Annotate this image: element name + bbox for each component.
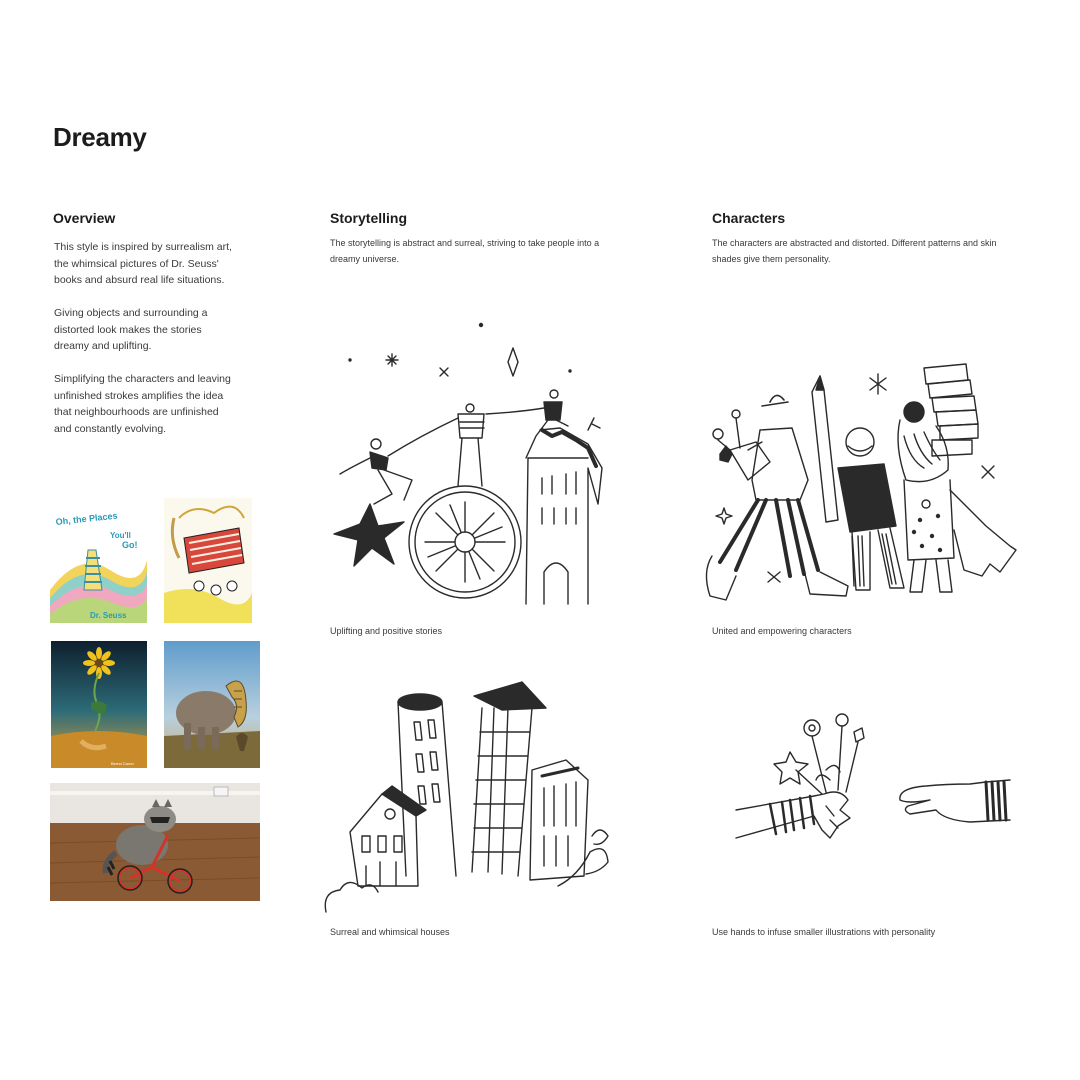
storytelling-heading: Storytelling [330, 210, 408, 226]
seuss-book-cover-image [50, 510, 147, 623]
overview-paragraph-3: Simplifying the characters and leaving unfinished strokes amplifies the idea that neighbourhoods are unfinished and constantly evolving. [54, 373, 231, 435]
characters-heading: Characters [712, 210, 786, 226]
hands-illustration [730, 710, 1015, 850]
storytelling-description: The storytelling is abstract and surreal, striving to take people into a dreamy universe. [330, 238, 600, 264]
overview-heading: Overview [53, 210, 116, 226]
svg-text:You'll: You'll [110, 531, 131, 540]
sunflower-surreal-painting-image [51, 641, 147, 768]
svg-text:Dr. Seuss: Dr. Seuss [90, 611, 127, 620]
svg-text:Bernd Caron: Bernd Caron [111, 761, 134, 766]
overview-paragraph-2: Giving objects and surrounding a distorted look makes the stories dreamy and uplifting. [54, 307, 208, 352]
acrobats-illustration [330, 318, 610, 612]
storytelling-caption-2: Surreal and whimsical houses [330, 927, 450, 937]
seuss-balloon-cart-image [164, 498, 252, 623]
svg-text:Oh, the Places: Oh, the Places [55, 510, 118, 527]
characters-illustration [700, 350, 1020, 612]
overview-paragraph-1: This style is inspired by surrealism art, the whimsical pictures of Dr. Seuss' books and absurd real life situations. [54, 241, 232, 286]
characters-caption-1: United and empowering characters [712, 626, 852, 636]
svg-text:Go!: Go! [122, 540, 138, 550]
page-title: Dreamy [53, 122, 147, 152]
raccoon-on-bike-photo [50, 783, 260, 901]
storytelling-caption-1: Uplifting and positive stories [330, 626, 443, 636]
characters-caption-2: Use hands to infuse smaller illustrations with personality [712, 927, 936, 937]
elephant-surreal-painting-image [164, 641, 260, 768]
houses-illustration [322, 676, 612, 916]
characters-description: The characters are abstracted and distorted. Different patterns and skin shades give them personality. [712, 238, 997, 264]
